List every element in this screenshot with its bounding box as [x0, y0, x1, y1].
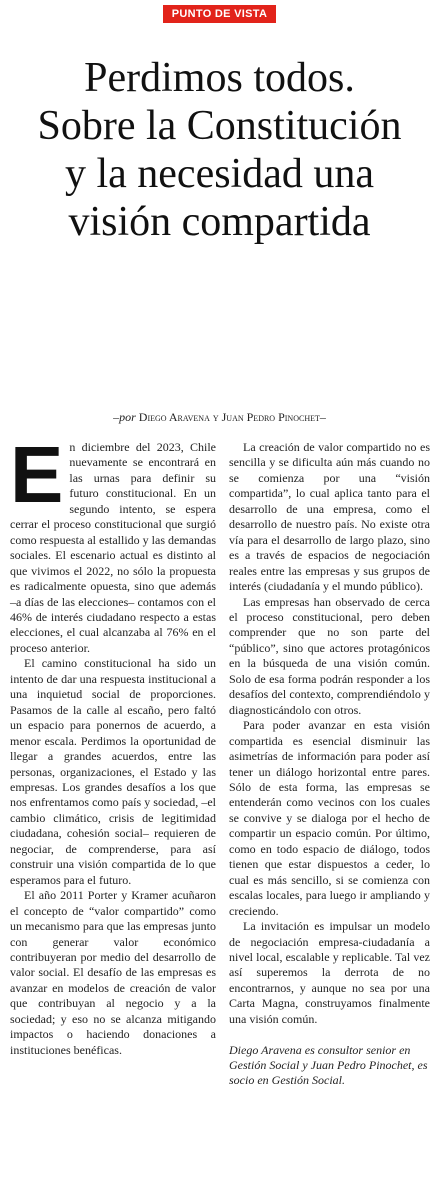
article-column-left: [10, 430, 216, 1058]
byline-authors: Diego Aravena y Juan Pedro Pinochet: [138, 410, 320, 424]
title-line: Sobre la Constitución: [37, 103, 402, 149]
title-line: y la necesidad una: [64, 151, 375, 197]
byline-prefix: –por: [113, 410, 136, 424]
section-label: [0, 4, 439, 23]
title-line: visión compartida: [68, 199, 371, 245]
section-label-text: PUNTO DE VISTA: [163, 5, 276, 23]
article-paragraph: La invitación es impulsar un modelo de negociación empresa-ciudadanía a nivel local, escalable y replicable. Tal vez así superemos la derrota de no encontrarnos, y aunque no sea por una Carta Magna, construyamos finalmente una visión común.: [229, 919, 430, 1026]
article-paragraph: El año 2011 Porter y Kramer acuñaron el concepto de “valor compartido” como un mecanismo para que las empresas junto con generar valor económico contribuyeran por medio del desarrollo de valor social. El desafío de las empresas es avanzar en modelos de creación de valor que contribuyan al negocio y a la sociedad; y eso no se alcanza mitigando impactos o haciendo donaciones a instituciones benéficas.: [10, 888, 216, 1057]
article-paragraph: [10, 430, 216, 656]
byline: [0, 410, 439, 424]
article-paragraph: Las empresas han observado de cerca el proceso constitucional, pero deben comprender que no son parte del “público”, sino que actores protagónicos en la búsqueda de una visión común. Solo de esa forma podrán responder a los desafíos del contexto, comprendiéndolo y diagnosticándolo con otros.: [229, 594, 430, 717]
article-column-right: [229, 440, 430, 1088]
paragraph-text: n diciembre del 2023, Chile nuevamente se encontrará en las urnas para definir su futuro constitucional. En un segundo intento, se espera cerrar el proceso constitucional que surgió como respuesta al estallido y las demandas sociales. El escenario actual es distinto al que vivimos el 2022, no sólo la propuesta es radicalmente opuesta, sino que además –a días de las elecciones– contamos con el 46% de interés ciudadano respecto a estas elecciones, el cual alcanzaba al 76% en el proceso anterior.: [10, 440, 216, 655]
author-credits: Diego Aravena es consultor senior en Gestión Social y Juan Pedro Pinochet, es socio en Gestión Social.: [229, 1043, 428, 1088]
title-line: Perdimos todos.: [84, 55, 355, 101]
article-paragraph: Para poder avanzar en esta visión compartida es esencial disminuir las asimetrías de información para poder así tener un diálogo horizontal entre pares. Sólo de esta forma, las empresas se entenderán como vecinos con los cuales se convive y se dialoga por el hecho de compartir un espacio común. Por último, como en todo espacio de diálogo, todos tienen que estar dispuestos a ceder, lo cual es más sencillo, si se comienza con escalas locales, para luego ir ampliando y creciendo.: [229, 718, 430, 918]
article-title: [0, 54, 439, 246]
article-paragraph: La creación de valor compartido no es sencilla y se dificulta aún más cuando no se comienza por una “visión compartida”, lo cual aplica tanto para el desarrollo de una empresa, como el desarrollo de nuestro país. No existe otra vía para el desarrollo de largo plazo, sino es a través de espacios de negociación reales entre las empresas y sus grupos de interés (ciudadanía y el mundo público).: [229, 440, 430, 594]
byline-suffix: –: [319, 410, 326, 424]
drop-cap: E: [10, 430, 64, 519]
article-paragraph: El camino constitucional ha sido un intento de dar una respuesta institucional a una inquietud social de proporciones. Pasamos de la calle al escaño, pero faltó un espacio para ponernos de acuerdo, a menor escala. Perdimos la oportunidad de llegar a grandes acuerdos, entre las personas, organizaciones, el Estado y las empresas. Los grandes desafíos a los que nos enfrentamos como país y sociedad, –el cambio climático, crisis de legitimidad ciudadana, cohesión social– requieren de negociar, de comprenderse, para así construir una visión compartida de lo que esperamos para el futuro.: [10, 656, 216, 887]
